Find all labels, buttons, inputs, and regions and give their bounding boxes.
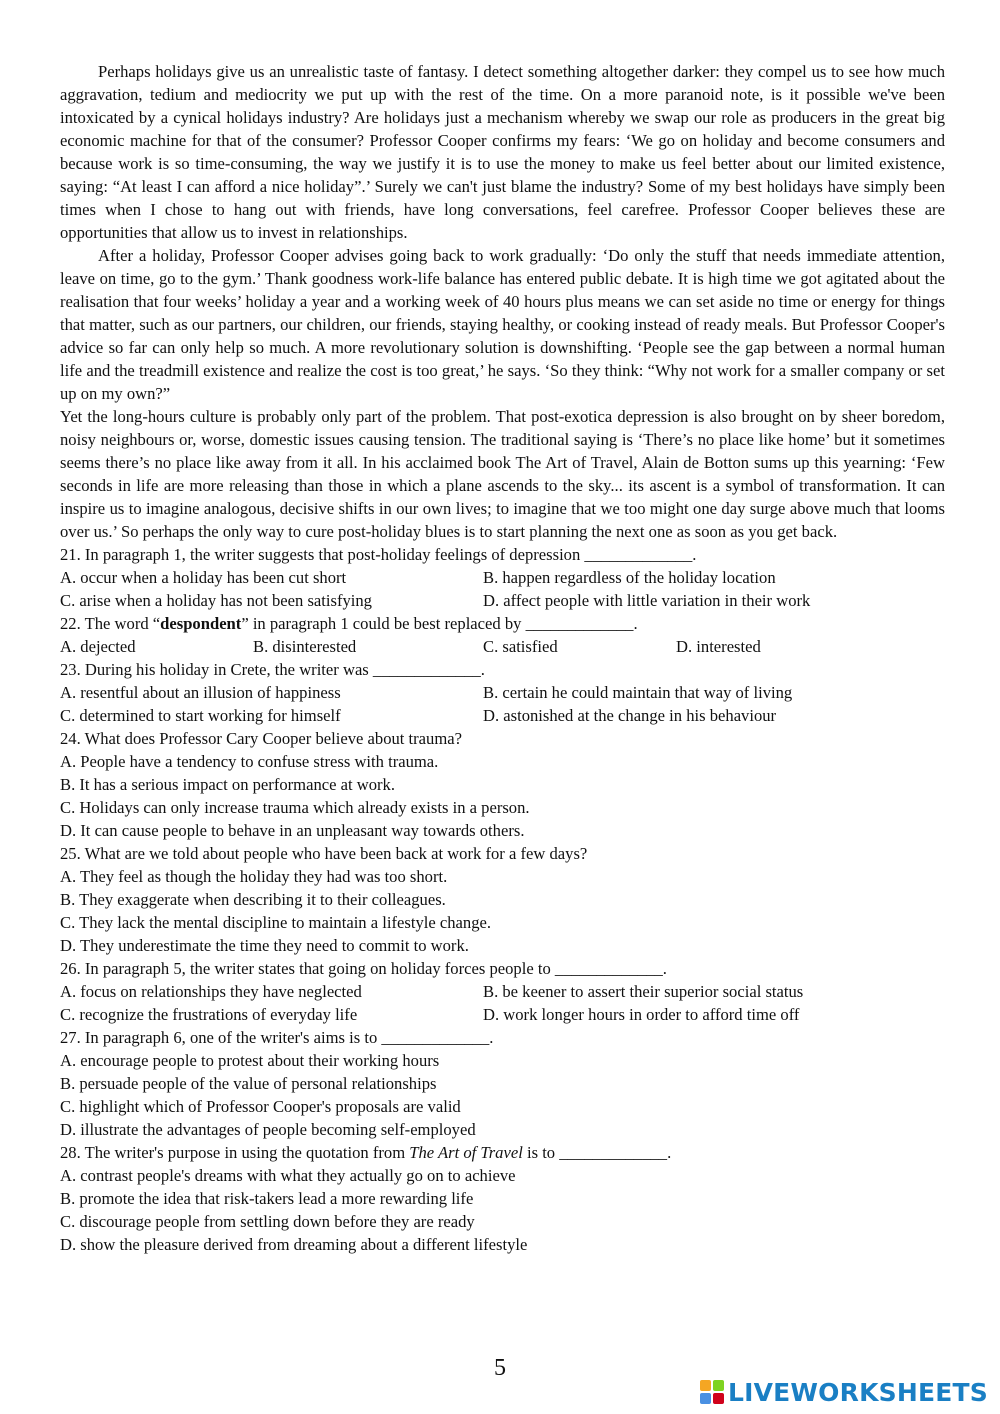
question-22-option-b[interactable]: B. disinterested <box>253 637 357 656</box>
question-25-option-a[interactable]: A. They feel as though the holiday they had was too short. <box>60 867 448 886</box>
logo-square-3 <box>700 1393 711 1404</box>
question-22-options-row <box>60 635 945 658</box>
liveworksheets-brand-text: LIVEWORKSHEETS <box>727 1377 988 1407</box>
question-22-option-d[interactable]: D. interested <box>676 637 761 656</box>
question-27-option-d[interactable]: D. illustrate the advantages of people becoming self-employed <box>60 1120 476 1139</box>
question-23-options-row-2 <box>60 704 945 727</box>
liveworksheets-logo[interactable] <box>700 1377 988 1407</box>
question-26-option-d[interactable]: D. work longer hours in order to afford time off <box>483 1005 800 1024</box>
question-21-option-c[interactable]: C. arise when a holiday has not been satisfying <box>60 591 372 610</box>
question-28-book-title: The Art of Travel <box>409 1143 523 1162</box>
passage-paragraph-4: Perhaps holidays give us an unrealistic taste of fantasy. I detect something altogether darker: they compel us to see how much aggravation, tedium and mediocrity we put up with the rest of the time. On a more paranoid note, is it possible we've been intoxicated by a cynical holidays industry? Are holidays just a mechanism whereby we swap our role as producers in the great big economic machine for that of the consumer? Professor Cooper confirms my fears: ‘We go on holiday and become consumers and because work is so time-consuming, the way we justify it is to use the money to make us feel better about our limited existence, saying: “At least I can afford a nice holiday”.’ Surely we can't just blame the industry? Some of my best holidays have simply been times when I chose to hang out with friends, have long conversations, feel carefree. Professor Cooper believes these are opportunities that allow us to invest in relationships. <box>60 62 945 242</box>
question-21-stem: 21. In paragraph 1, the writer suggests that post-holiday feelings of depression _____________. <box>60 545 697 564</box>
question-28-option-b[interactable]: B. promote the idea that risk-takers lead a more rewarding life <box>60 1189 474 1208</box>
question-26-options-row-1 <box>60 980 945 1003</box>
question-28-option-d[interactable]: D. show the pleasure derived from dreaming about a different lifestyle <box>60 1235 528 1254</box>
question-21-options-row-2 <box>60 589 945 612</box>
question-27-option-c[interactable]: C. highlight which of Professor Cooper's proposals are valid <box>60 1097 461 1116</box>
question-24-option-b[interactable]: B. It has a serious impact on performance at work. <box>60 775 395 794</box>
question-24-option-c[interactable]: C. Holidays can only increase trauma which already exists in a person. <box>60 798 530 817</box>
question-26-option-a[interactable]: A. focus on relationships they have neglected <box>60 982 362 1001</box>
passage-paragraph-5: After a holiday, Professor Cooper advises going back to work gradually: ‘Do only the stuff that needs immediate attention, leave on time, go to the gym.’ Thank goodness work-life balance has entered public debate. It is high time we got agitated about the realisation that four weeks’ holiday a year and a working week of 40 hours plus means we can set aside no time or energy for things that matter, such as our partners, our children, our friends, staying healthy, or cooking instead of ready meals. But Professor Cooper's advice so far can only help so much. A more revolutionary solution is downshifting. ‘People see the gap between a normal human life and the treadmill existence and realize the cost is too great,’ he says. ‘So they think: “Why not work for a smaller company or set up on my own?” <box>60 246 945 403</box>
question-22-option-c[interactable]: C. satisfied <box>483 637 558 656</box>
question-27-stem: 27. In paragraph 6, one of the writer's aims is to _____________. <box>60 1028 494 1047</box>
worksheet-page <box>60 60 945 1256</box>
question-21-option-b[interactable]: B. happen regardless of the holiday location <box>483 568 776 587</box>
question-23-stem: 23. During his holiday in Crete, the writer was _____________. <box>60 660 485 679</box>
question-21-option-d[interactable]: D. affect people with little variation in their work <box>483 591 811 610</box>
question-26-option-c[interactable]: C. recognize the frustrations of everyday life <box>60 1005 358 1024</box>
question-23-option-c[interactable]: C. determined to start working for himself <box>60 706 341 725</box>
liveworksheets-logo-icon <box>700 1380 724 1404</box>
question-26-option-b[interactable]: B. be keener to assert their superior social status <box>483 982 804 1001</box>
question-22-keyword: despondent <box>160 614 242 633</box>
question-28-option-c[interactable]: C. discourage people from settling down before they are ready <box>60 1212 475 1231</box>
question-25-stem: 25. What are we told about people who have been back at work for a few days? <box>60 844 588 863</box>
logo-square-1 <box>700 1380 711 1391</box>
question-28-stem: 28. The writer's purpose in using the quotation from The Art of Travel is to _____________. <box>60 1143 672 1162</box>
page-number: 5 <box>494 1355 506 1381</box>
question-28-option-a[interactable]: A. contrast people's dreams with what they actually go on to achieve <box>60 1166 516 1185</box>
question-25-option-d[interactable]: D. They underestimate the time they need to commit to work. <box>60 936 469 955</box>
question-26-stem: 26. In paragraph 5, the writer states that going on holiday forces people to _____________. <box>60 959 667 978</box>
question-27-option-b[interactable]: B. persuade people of the value of personal relationships <box>60 1074 437 1093</box>
question-27-option-a[interactable]: A. encourage people to protest about their working hours <box>60 1051 440 1070</box>
question-23-options-row-1 <box>60 681 945 704</box>
question-24-stem: 24. What does Professor Cary Cooper believe about trauma? <box>60 729 462 748</box>
question-22-option-a[interactable]: A. dejected <box>60 637 136 656</box>
logo-square-4 <box>713 1393 724 1404</box>
question-26-options-row-2 <box>60 1003 945 1026</box>
question-22-stem: 22. The word “despondent” in paragraph 1 could be best replaced by _____________. <box>60 614 638 633</box>
question-21-option-a[interactable]: A. occur when a holiday has been cut short <box>60 568 347 587</box>
question-23-option-b[interactable]: B. certain he could maintain that way of living <box>483 683 793 702</box>
question-25-option-b[interactable]: B. They exaggerate when describing it to their colleagues. <box>60 890 446 909</box>
question-21-options-row-1 <box>60 566 945 589</box>
question-25-option-c[interactable]: C. They lack the mental discipline to maintain a lifestyle change. <box>60 913 491 932</box>
question-23-option-d[interactable]: D. astonished at the change in his behaviour <box>483 706 777 725</box>
question-24-option-a[interactable]: A. People have a tendency to confuse stress with trauma. <box>60 752 439 771</box>
question-23-option-a[interactable]: A. resentful about an illusion of happiness <box>60 683 341 702</box>
passage-paragraph-6: Yet the long-hours culture is probably only part of the problem. That post-exotica depression is also brought on by sheer boredom, noisy neighbours or, worse, domestic issues causing tension. The traditional saying is ‘There’s no place like home’ but it sometimes seems there’s no place like away from it all. In his acclaimed book The Art of Travel, Alain de Botton sums up this yearning: ‘Few seconds in life are more releasing than those in which a plane ascends to the sky... its ascent is a symbol of transformation. It can inspire us to imagine analogous, decisive shifts in our own lives; to imagine that we too might one day surge above much that looms over us.’ So perhaps the only way to cure post-holiday blues is to start planning the next one as soon as you get back. <box>60 407 945 541</box>
question-24-option-d[interactable]: D. It can cause people to behave in an unpleasant way towards others. <box>60 821 525 840</box>
logo-square-2 <box>713 1380 724 1391</box>
